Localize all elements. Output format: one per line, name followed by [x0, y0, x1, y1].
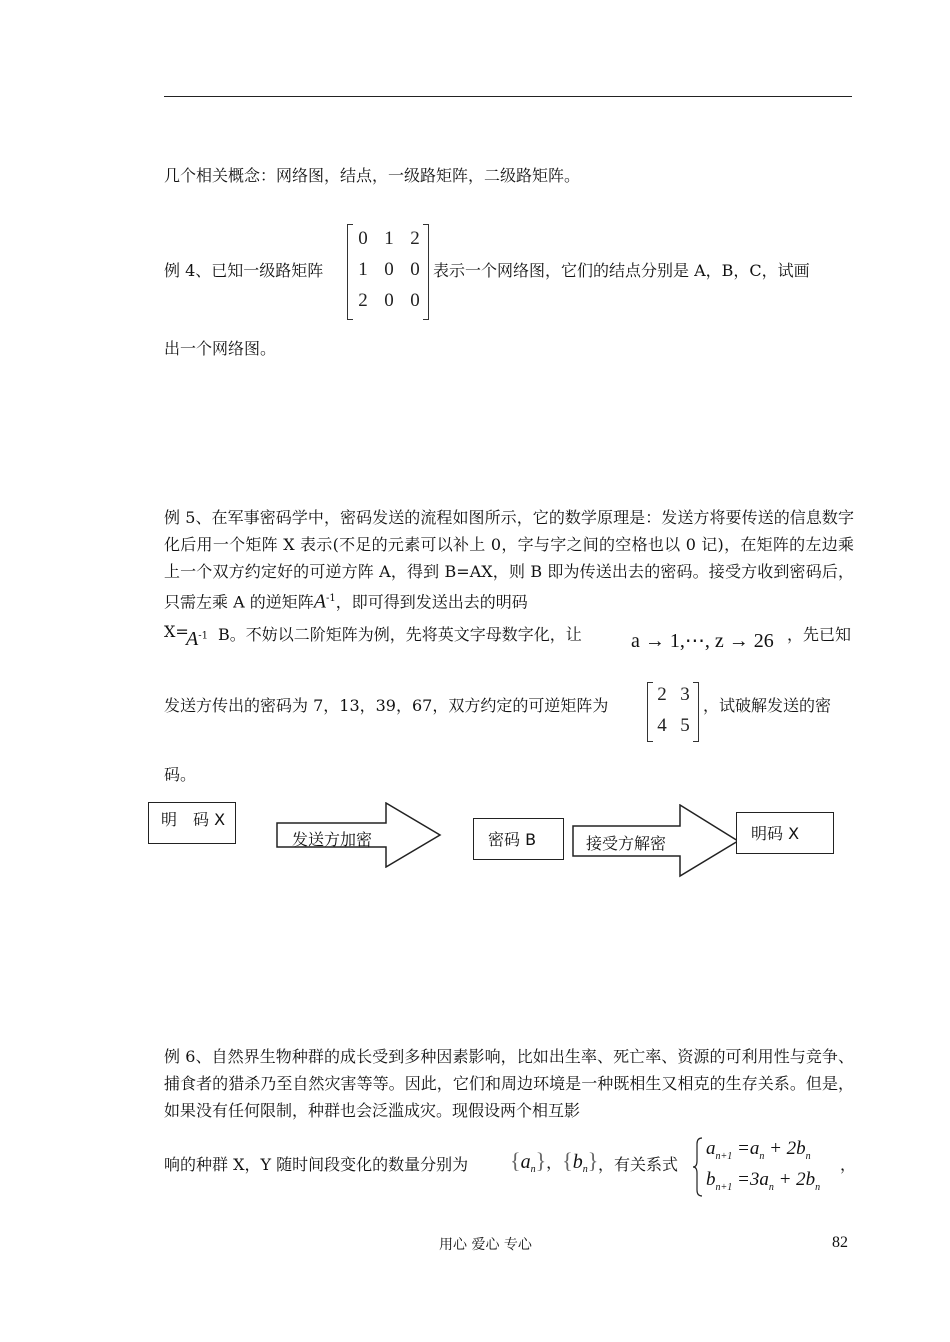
plaintext-label-1: 明 码 X: [161, 810, 226, 829]
matrix-cell: 1: [384, 228, 394, 249]
matrix-cell: 3: [680, 684, 690, 705]
relation-label: ，有关系式: [598, 1155, 679, 1174]
inverse-exp: -1: [325, 593, 336, 604]
encrypt-label: 发送方加密: [292, 830, 373, 849]
seq-a-sub: n: [530, 1164, 536, 1176]
plaintext-box-2: [736, 812, 834, 854]
matrix-cell: 2: [410, 228, 420, 249]
equation-system: [692, 1136, 842, 1198]
concepts-line: 几个相关概念：网络图，结点，一级路矩阵，二级路矩阵。: [164, 166, 581, 185]
matrix-cell: 0: [410, 259, 420, 280]
ex4-text: 表示一个网络图，它们的结点分别是 A，B，C，试画: [433, 261, 810, 280]
matrix-cell: 0: [410, 290, 420, 311]
ex5-xeq: X=: [164, 622, 189, 641]
ex5-text-tail: ，即可得到发送出去的明码: [335, 592, 528, 612]
equation-1: $a_{n+1} =a_n + 2b_n$: [706, 1138, 811, 1162]
seq-b-sub: n: [582, 1164, 588, 1176]
trailing-comma: ，: [840, 1155, 857, 1174]
ex5-matrix: [647, 682, 699, 742]
sequence-notation: $\{a_n\}$，$\{b_n\}$: [510, 1148, 599, 1176]
matrix-cell: 0: [384, 259, 394, 280]
letter-mapping: a → 1,⋯, z → 26: [631, 630, 774, 652]
matrix-cell: 4: [657, 715, 667, 736]
ex4-line2: 出一个网络图。: [164, 339, 277, 358]
matrix-cell: 0: [358, 228, 368, 249]
ex5-end: 码。: [164, 765, 197, 784]
inverse-exp: -1: [198, 630, 208, 642]
seq-comma: ，: [546, 1155, 563, 1172]
matrix-cell: 5: [680, 715, 690, 736]
ex4-matrix: [347, 224, 429, 320]
ex5-cipher-line: 发送方传出的密码为 7，13，39，67，双方约定的可逆矩阵为: [164, 696, 609, 715]
ex5-xtail: B。不妨以二阶矩阵为例，先将英文字母数字化，让: [218, 625, 582, 644]
ex5-cipher-tail: ，试破解发送的密: [703, 696, 832, 715]
matrix-cell: 2: [358, 290, 368, 311]
ex5-text: 例 5、在军事密码学中，密码发送的流程如图所示，它的数学原理是：发送方将要传送的信息数字化后用一个矩阵 X 表示(不足的元素可以补上 0，字与字之间的空格也以 0 记)，在矩阵的左边乘上一个双方约定好的可逆方阵 A，得到 B=AX，则 B 即为传送出去的密码。接受方收到密码后，只需左乘 A 的逆矩阵: [164, 508, 854, 612]
ex5-paragraph: [164, 504, 854, 612]
seq-a: a: [520, 1151, 531, 1173]
ex6-paragraph: 例 6、自然界生物种群的成长受到多种因素影响，比如出生率、死亡率、资源的可利用性与竞争、捕食者的猎杀乃至自然灾害等等。因此，它们和周边环境是一种既相生又相克的生存关系。但是，如果没有任何限制，种群也会泛滥成灾。现假设两个相互影: [164, 1047, 854, 1120]
left-brace: [692, 1136, 704, 1198]
plaintext-label-2: 明码 X: [751, 824, 800, 843]
ex4-intro: 例 4、已知一级路矩阵: [164, 261, 324, 280]
footer-motto: 用心 爱心 专心: [439, 1237, 532, 1253]
ciphertext-box: [473, 818, 564, 860]
page-number: 82: [832, 1234, 848, 1251]
ex5-mapping-tail: ，先已知: [787, 625, 852, 644]
inverse-base: A: [313, 590, 326, 613]
inverse-base: A: [186, 628, 199, 650]
matrix-cell: 2: [657, 684, 667, 705]
ciphertext-label: 密码 B: [488, 830, 537, 849]
matrix-cell: 1: [358, 259, 368, 280]
ex6-last-line: 响的种群 X，Y 随时间段变化的数量分别为: [164, 1155, 469, 1174]
equation-2: $b_{n+1} =3a_n + 2b_n$: [706, 1169, 821, 1193]
ex5-inverse2: [186, 628, 208, 651]
matrix-cell: 0: [384, 290, 394, 311]
seq-b: b: [572, 1151, 583, 1173]
decrypt-label: 接受方解密: [586, 834, 667, 853]
plaintext-box-1: [148, 802, 236, 844]
header-rule: [164, 96, 852, 97]
